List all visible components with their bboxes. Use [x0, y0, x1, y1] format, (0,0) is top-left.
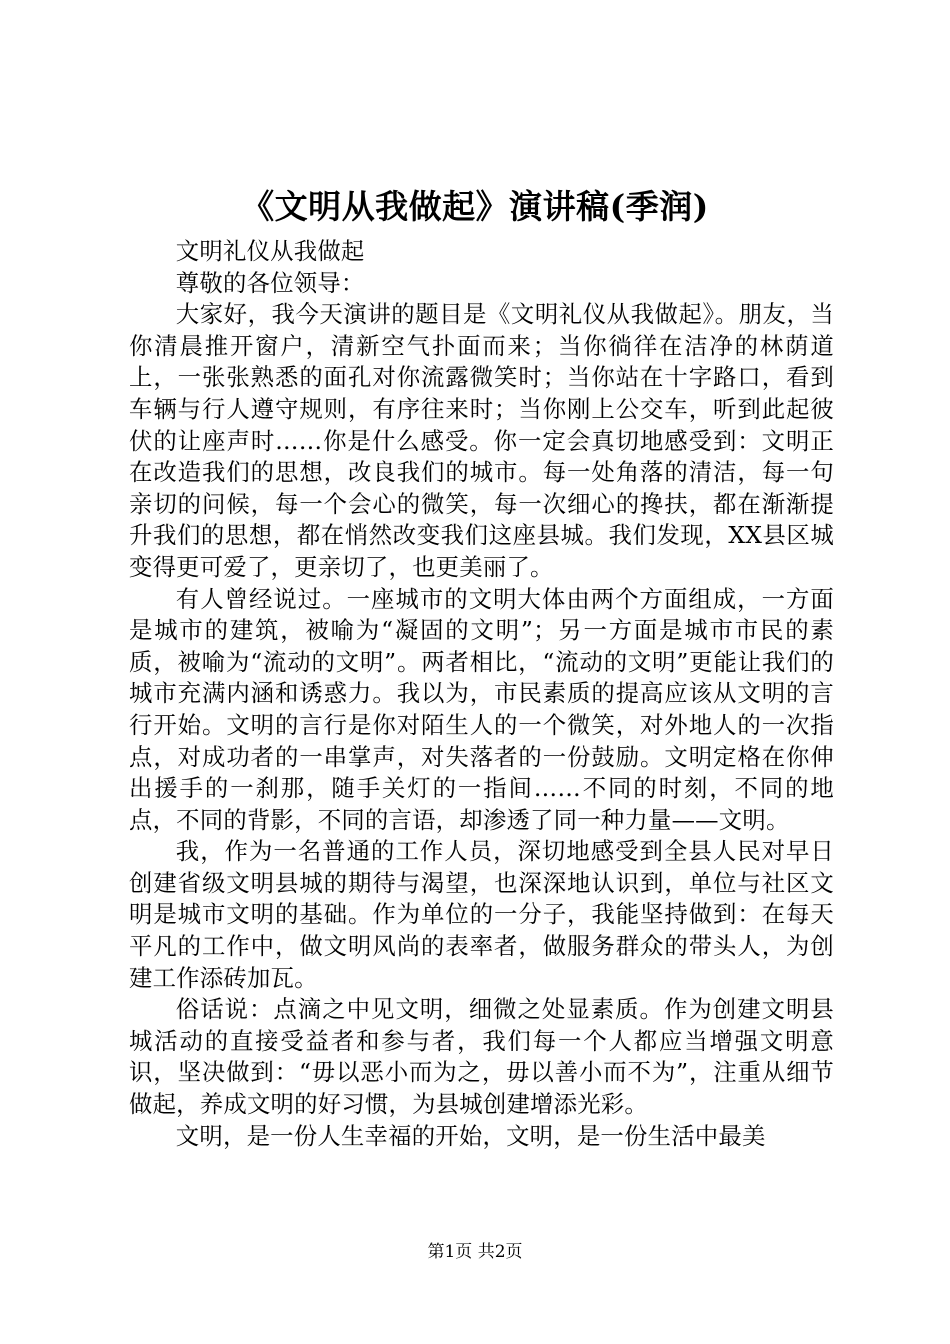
body-paragraph: 我，作为一名普通的工作人员，深切地感受到全县人民对早日创建省级文明县城的期待与渴望，也深深地认识到，单位与社区文明是城市文明的基础。作为单位的一分子，我能坚持做到：在每天平凡的工作中，做文明风尚的表率者，做服务群众的带头人，为创建工作添砖加瓦。	[129, 837, 834, 992]
document-title: 《文明从我做起》演讲稿(季润)	[241, 187, 709, 226]
body-paragraph: 尊敬的各位领导：	[175, 268, 365, 297]
document-body	[129, 236, 834, 1152]
body-paragraph: 俗话说：点滴之中见文明，细微之处显素质。作为创建文明县城活动的直接受益者和参与者，我们每一个人都应当增强文明意识，坚决做到：“毋以恶小而为之，毋以善小而不为”，注重从细节做起，养成文明的好习惯，为县城创建增添光彩。	[129, 995, 834, 1119]
page-footer: 第1页 共2页	[427, 1242, 523, 1262]
body-paragraph: 大家好，我今天演讲的题目是《文明礼仪从我做起》。朋友，当你清晨推开窗户，清新空气扑面而来；当你徜徉在洁净的林荫道上，一张张熟悉的面孔对你流露微笑时；当你站在十字路口，看到车辆与行人遵守规则，有序往来时；当你刚上公交车，听到此起彼伏的让座声时……你是什么感受。你一定会真切地感受到：文明正在改造我们的思想，改良我们的城市。每一处角落的清洁，每一句亲切的问候，每一个会心的微笑，每一次细心的搀扶，都在渐渐提升我们的思想，都在悄然改变我们这座县城。我们发现，XX县区城变得更可爱了，更亲切了，也更美丽了。	[129, 300, 834, 581]
body-paragraph: 文明，是一份人生幸福的开始，文明，是一份生活中最美	[175, 1121, 766, 1150]
body-paragraph: 文明礼仪从我做起	[175, 237, 365, 265]
body-paragraph: 有人曾经说过。一座城市的文明大体由两个方面组成，一方面是城市的建筑，被喻为“凝固的文明”；另一方面是城市市民的素质，被喻为“流动的文明”。两者相比，“流动的文明”更能让我们的城市充满内涵和诱惑力。我以为，市民素质的提高应该从文明的言行开始。文明的言行是你对陌生人的一个微笑，对外地人的一次指点，对成功者的一串掌声，对失落者的一份鼓励。文明定格在你伸出援手的一刹那，随手关灯的一指间……不同的时刻，不同的地点，不同的背影，不同的言语，却渗透了同一种力量——文明。	[129, 584, 834, 834]
